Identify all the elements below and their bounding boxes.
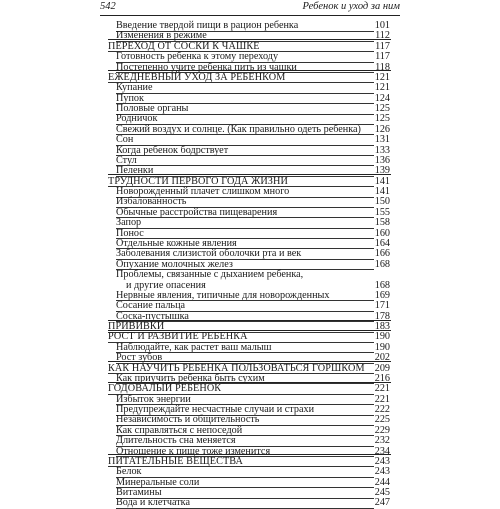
toc-entry-title: ТРУДНОСТИ ПЕРВОГО ГОДА ЖИЗНИ	[108, 175, 288, 187]
toc-entry-title: Отдельные кожные явления	[116, 237, 237, 249]
toc-entry-page: 202	[374, 352, 390, 364]
toc-entry-title: Вода и клетчатка	[116, 497, 191, 509]
toc-entry-page: 221	[374, 383, 390, 395]
toc-entry-page: 117	[375, 40, 390, 52]
toc-entry-page: 150	[374, 196, 390, 208]
toc-entry-page: 221	[374, 393, 390, 405]
toc-entry-page: 133	[374, 144, 390, 156]
toc-entry-page: 141	[374, 175, 390, 187]
toc-entry-title: Введение твердой пищи в рацион ребенка	[116, 20, 299, 31]
toc-entry-page: 216	[374, 372, 390, 384]
toc-entry-page: 125	[374, 113, 390, 125]
toc-entry-title: Как приучить ребенка быть сухим	[116, 372, 265, 384]
toc-entry-title: ПРИВИВКИ	[108, 321, 165, 333]
toc-entry-title: Избалованность	[116, 196, 187, 208]
toc-entry-page: 190	[374, 331, 390, 343]
toc-entry-title: Отношение к пище тоже изменится	[116, 445, 271, 457]
toc-entry-title: Сон	[116, 134, 134, 146]
toc-entry-title: ЕЖЕДНЕВНЫЙ УХОД ЗА РЕБЕНКОМ	[108, 71, 286, 83]
leader-rule	[116, 165, 374, 166]
toc-entry-title: ПИТАТЕЛЬНЫЕ ВЕЩЕСТВА	[108, 455, 244, 467]
toc-entry-page: 232	[374, 435, 390, 447]
toc-entry-title: Постепенно учите ребенка пить из чашки	[116, 61, 297, 73]
toc-entry-title: КАК НАУЧИТЬ РЕБЕНКА ПОЛЬЗОВАТЬСЯ ГОРШКОМ	[108, 362, 365, 374]
toc-entry-page: 229	[374, 424, 390, 436]
toc-entry-title: Белок	[116, 466, 142, 478]
toc-entry-page: 141	[374, 186, 390, 198]
toc-entry-title: Наблюдайте, как растет ваш малыш	[116, 341, 272, 353]
toc-entry-title: Понос	[116, 227, 144, 239]
toc-entry-page: 244	[374, 476, 390, 488]
toc-entry-page: 222	[374, 404, 390, 416]
toc-entry-title: Как справляться с непоседой	[116, 424, 243, 436]
toc-entry-page: 178	[374, 310, 390, 322]
running-title: Ребенок и уход за ним	[302, 1, 400, 12]
toc-entry-title: Предупреждайте несчастные случаи и страхи	[116, 404, 315, 416]
toc-entry-title: Соска-пустышка	[116, 310, 189, 322]
toc-entry-title: Стул	[116, 154, 137, 166]
toc-entry-title: Рост зубов	[116, 352, 163, 364]
toc-entry-page: 158	[374, 217, 390, 229]
toc-entry-page: 117	[375, 51, 390, 63]
toc-entry-page: 136	[374, 154, 390, 166]
toc-entry-page: 190	[374, 341, 390, 353]
toc-entry-title: Половые органы	[116, 103, 189, 115]
toc-entry-page: 126	[374, 123, 390, 135]
toc-entry-page: 166	[374, 248, 390, 260]
leader-rule	[108, 466, 374, 467]
toc-entry-title: ПЕРЕХОД ОТ СОСКИ К ЧАШКЕ	[108, 40, 260, 52]
toc-entry-page: 169	[374, 289, 390, 301]
toc-entry-title: Независимость и общительность	[116, 414, 260, 426]
toc-entry-page: 112	[375, 30, 390, 42]
toc-entry-title: Длительность сна меняется	[116, 435, 236, 447]
toc-entry-title: Купание	[116, 82, 153, 94]
leader-rule	[116, 217, 374, 218]
toc-entry-page: 160	[374, 227, 390, 239]
leader-rule	[116, 134, 374, 135]
toc-entry-title: Заболевания слизистой оболочки рта и век	[116, 248, 302, 260]
toc-entry-page: 247	[374, 497, 390, 509]
toc-entry-page: 125	[374, 103, 390, 115]
toc-entry-title: Пеленки	[116, 165, 154, 177]
toc-entry-title: ГОДОВАЛЫЙ РЕБЕНОК	[108, 383, 222, 395]
toc-entry-page: 168	[374, 279, 390, 291]
toc-entry-page: 171	[374, 300, 390, 312]
toc-entry-page: 243	[374, 466, 390, 478]
toc-entry-title: Родничок	[116, 113, 158, 125]
toc-entry-page: 245	[374, 487, 390, 499]
toc-entry-page: 183	[374, 321, 390, 333]
toc-entry-page: 101	[374, 20, 390, 31]
page-number: 542	[100, 1, 116, 12]
leader-rule	[116, 93, 374, 94]
toc-entry-title: Проблемы, связанные с дыханием ребенка,	[116, 269, 304, 281]
toc-entry-title: Обычные расстройства пищеварения	[116, 206, 278, 218]
toc-entry-page: 209	[374, 362, 390, 374]
toc-entry-title: Готовность ребенка к этому переходу	[116, 51, 279, 63]
toc-entry-title: РОСТ И РАЗВИТИЕ РЕБЕНКА	[108, 331, 248, 343]
toc-entry-page: 155	[374, 206, 390, 218]
toc-entry-page: 243	[374, 455, 390, 467]
toc-entry-title: Новорожденный плачет слишком много	[116, 186, 290, 198]
toc-entry-page: 121	[374, 71, 390, 83]
toc-entry-title: Сосание пальца	[116, 300, 186, 312]
toc-entry-page: 225	[374, 414, 390, 426]
toc-entry-page: 234	[374, 445, 390, 457]
toc-entry-page: 164	[374, 237, 390, 249]
leader-rule	[116, 228, 374, 229]
toc-entry-title: Запор	[116, 217, 142, 229]
toc-entry-title: Изменения в режиме	[116, 30, 207, 42]
toc-entry-page: 124	[374, 92, 390, 104]
toc-entry-title: Когда ребенок бодрствует	[116, 144, 229, 156]
toc-entry-page: 131	[374, 134, 390, 146]
toc-entry-page: 118	[375, 61, 390, 73]
toc-entry-title: Минеральные соли	[116, 476, 200, 488]
toc-entry-title: Пупок	[116, 92, 144, 104]
toc-entry-title: Витамины	[116, 487, 162, 499]
toc-entry-title: Нервные явления, типичные для новорожденных	[116, 289, 330, 301]
toc-entry-page: 168	[374, 258, 390, 270]
toc-entry-title: Опухание молочных желез	[116, 258, 233, 270]
toc-entry-page: 139	[374, 165, 390, 177]
toc-entry-title: Избыток энергии	[116, 393, 191, 405]
toc-entry-page: 121	[374, 82, 390, 94]
leader-rule	[116, 155, 374, 156]
toc-entry-title: и другие опасения	[126, 279, 206, 291]
toc-entry-title: Свежий воздух и солнце. (Как правильно одеть ребенка)	[116, 123, 361, 135]
